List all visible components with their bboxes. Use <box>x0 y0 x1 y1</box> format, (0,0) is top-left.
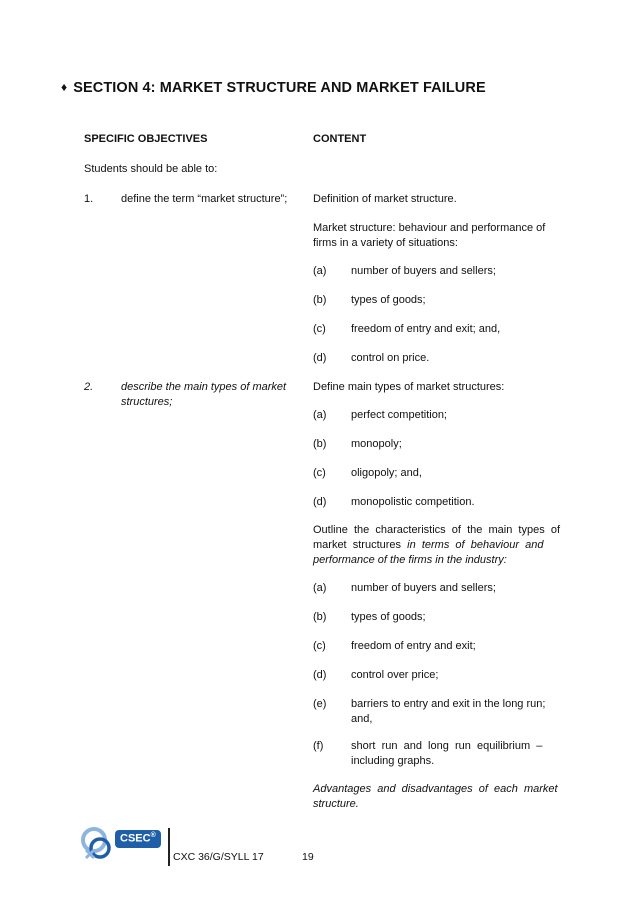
item-label: (a) <box>313 582 327 594</box>
objective-line: describe the main types of market <box>121 381 287 393</box>
list-item <box>313 581 496 596</box>
registered-mark: ® <box>150 832 156 839</box>
paragraph-line: performance of the firms in the industry: <box>313 554 507 566</box>
list-item <box>313 293 426 308</box>
objectives-heading: SPECIFIC OBJECTIVES <box>84 133 208 145</box>
syllabus-code: CXC 36/G/SYLL 17 <box>173 851 264 863</box>
section-title-text: SECTION 4: MARKET STRUCTURE AND MARKET FAILURE <box>73 80 486 96</box>
item-text: number of buyers and sellers; <box>351 582 496 594</box>
list-item <box>313 739 555 769</box>
item-label: (a) <box>313 265 327 277</box>
advantages-paragraph <box>313 782 558 812</box>
paragraph-line: structure. <box>313 798 359 810</box>
objective-1-number: 1. <box>84 193 94 205</box>
market-structure-paragraph <box>313 221 553 251</box>
item-text: number of buyers and sellers; <box>351 265 496 277</box>
objective-2-number: 2. <box>84 381 94 393</box>
csec-text: CSEC <box>120 832 151 845</box>
objective-2-text <box>121 380 286 410</box>
content-heading: CONTENT <box>313 133 367 145</box>
section-title <box>61 80 486 96</box>
outline-paragraph <box>313 523 561 568</box>
item-label: (b) <box>313 611 327 623</box>
list-item <box>313 697 555 727</box>
list-item <box>313 668 438 683</box>
paragraph-line: Advantages and disadvantages of each market <box>313 783 558 795</box>
list-item <box>313 466 422 481</box>
item-line: barriers to entry and exit in the long run; <box>351 698 546 710</box>
item-line: short run and long run equilibrium – <box>351 740 543 752</box>
item-text: monopoly; <box>351 438 402 450</box>
item-label: (f) <box>313 740 324 752</box>
footer-divider <box>168 828 170 866</box>
item-text <box>351 739 555 769</box>
item-text: types of goods; <box>351 294 426 306</box>
item-line: and, <box>351 713 373 725</box>
item-text: control over price; <box>351 669 439 681</box>
definition-text: Definition of market structure. <box>313 193 457 205</box>
item-label: (a) <box>313 409 327 421</box>
paragraph-line <box>313 538 553 553</box>
intro-text: Students should be able to: <box>84 163 218 175</box>
paragraph-line: firms in a variety of situations: <box>313 237 458 249</box>
item-label: (b) <box>313 438 327 450</box>
item-text: monopolistic competition. <box>351 496 475 508</box>
list-item <box>313 437 402 452</box>
cxc-logo <box>80 826 166 862</box>
item-label: (d) <box>313 352 327 364</box>
list-item <box>313 610 426 625</box>
item-label: (c) <box>313 640 326 652</box>
item-text: types of goods; <box>351 611 426 623</box>
item-text: perfect competition; <box>351 409 447 421</box>
define-types-text: Define main types of market structures: <box>313 381 505 393</box>
csec-logo-text <box>120 832 156 845</box>
item-text <box>351 697 555 727</box>
item-text: freedom of entry and exit; and, <box>351 323 501 335</box>
item-label: (e) <box>313 698 327 710</box>
list-item <box>313 408 447 423</box>
paragraph-fragment: market structures <box>313 539 408 551</box>
paragraph-line: Market structure: behaviour and performance of <box>313 222 546 234</box>
item-text: oligopoly; and, <box>351 467 422 479</box>
item-text: freedom of entry and exit; <box>351 640 476 652</box>
item-label: (d) <box>313 669 327 681</box>
list-item <box>313 639 476 654</box>
item-label: (c) <box>313 323 326 335</box>
objective-line: structures; <box>121 396 173 408</box>
list-item <box>313 322 500 337</box>
objective-1-text: define the term “market structure”; <box>121 193 288 205</box>
item-text: control on price. <box>351 352 430 364</box>
paragraph-fragment-italic: in terms of behaviour and <box>407 539 544 551</box>
item-label: (d) <box>313 496 327 508</box>
item-line: including graphs. <box>351 755 435 767</box>
diamond-bullet-icon: ♦ <box>61 80 68 94</box>
list-item <box>313 264 496 279</box>
item-label: (b) <box>313 294 327 306</box>
list-item <box>313 495 475 510</box>
item-label: (c) <box>313 467 326 479</box>
page-number: 19 <box>302 851 314 863</box>
list-item <box>313 351 429 366</box>
paragraph-line: Outline the characteristics of the main types of <box>313 524 561 536</box>
